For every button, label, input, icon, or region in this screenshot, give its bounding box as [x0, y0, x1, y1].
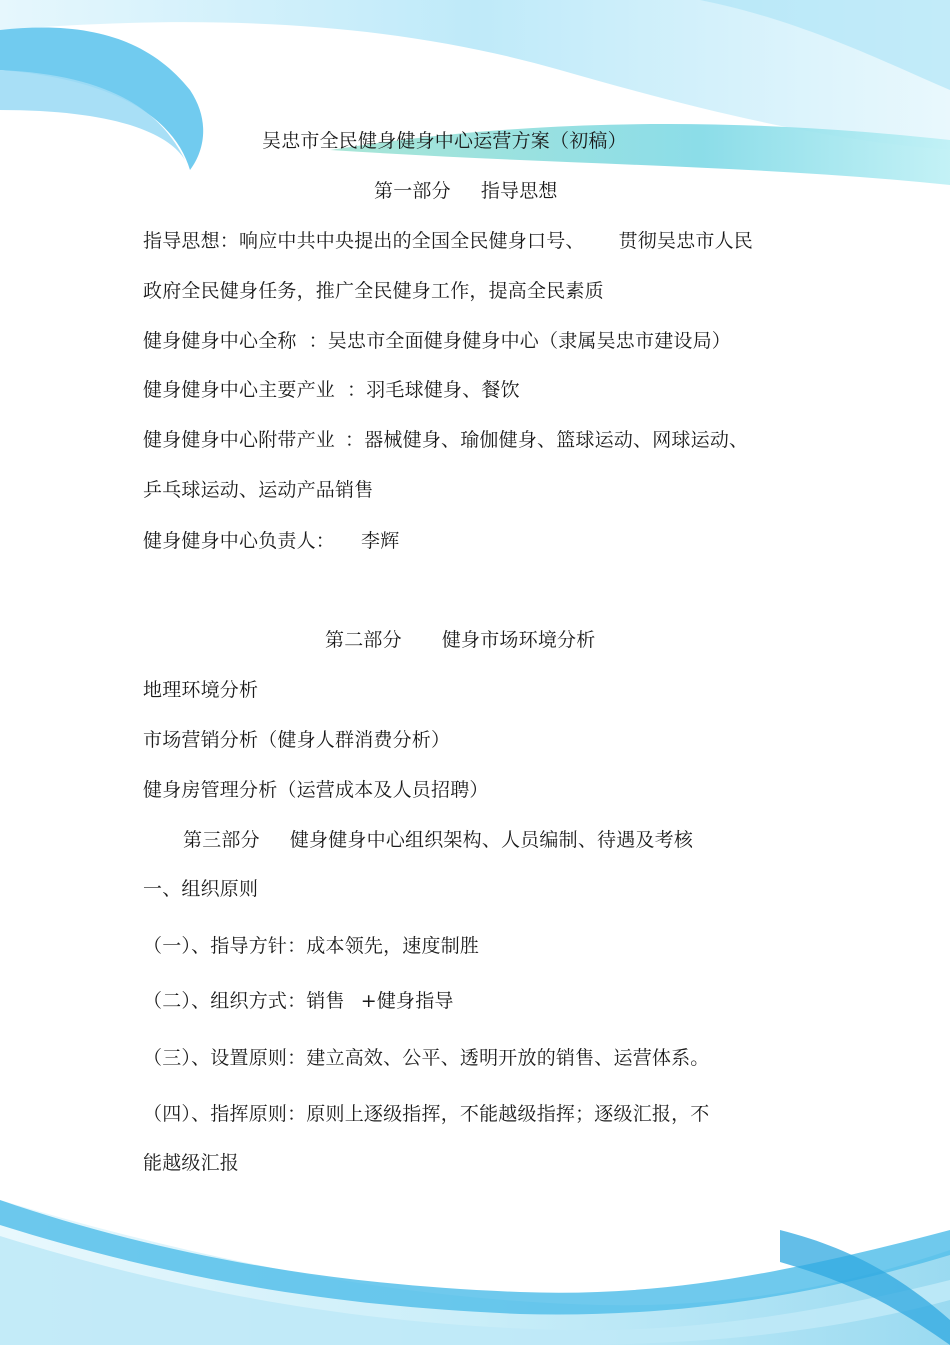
principle-organization [143, 989, 454, 1013]
principle-command-line1: （四）、指挥原则：原则上逐级指挥，不能越级指挥；逐级汇报，不 [143, 1103, 710, 1125]
part1-heading [374, 179, 558, 203]
guiding-thought-text-a: 指导思想：响应中共中央提出的全国全民健身口号、 [143, 230, 585, 252]
center-full-name [143, 329, 731, 353]
part1-title: 指导思想 [480, 180, 558, 202]
organization-text-a: （二）、组织方式：销售 [143, 990, 345, 1012]
part2-item: 地理环境分析 [143, 679, 259, 701]
guiding-thought-line1 [143, 229, 753, 253]
center-full-name-label: 健身健身中心全称 [143, 330, 297, 352]
guiding-thought-line2: 政府全民健身任务，推广全民健身工作，提高全民素质 [143, 280, 604, 302]
guiding-thought-text-b: 贯彻吴忠市人民 [618, 230, 754, 252]
section1-heading: 一、组织原则 [143, 878, 259, 900]
center-full-name-value: ：吴忠市全面健身健身中心（隶属吴忠市建设局） [308, 330, 732, 352]
part2-title: 健身市场环境分析 [441, 629, 596, 651]
part3-label: 第三部分 [183, 829, 260, 851]
part1-label: 第一部分 [374, 180, 451, 202]
side-industry-continuation: 乒乓球运动、运动产品销售 [143, 479, 374, 501]
main-industry-label: 健身健身中心主要产业 [143, 379, 336, 401]
principle-guideline: （一）、指导方针：成本领先，速度制胜 [143, 935, 480, 957]
part3-title: 健身健身中心组织架构、人员编制、待遇及考核 [289, 829, 694, 851]
principle-command-line2: 能越级汇报 [143, 1152, 240, 1174]
center-side-industry [143, 428, 748, 452]
part2-label: 第二部分 [325, 629, 402, 651]
document-title: 吴忠市全民健身健身中心运营方案（初稿） [262, 130, 627, 152]
part2-heading [325, 628, 595, 652]
part3-heading [183, 828, 693, 852]
center-leader [143, 529, 399, 553]
principle-setup: （三）、设置原则：建立高效、公平、透明开放的销售、运营体系。 [143, 1047, 710, 1069]
side-industry-label: 健身健身中心附带产业 [143, 429, 336, 451]
leader-name: 李辉 [361, 530, 400, 552]
organization-text-b: +健身指导 [360, 990, 454, 1012]
leader-label: 健身健身中心负责人： [143, 530, 336, 552]
side-industry-value: ：器械健身、瑜伽健身、篮球运动、网球运动、 [345, 429, 749, 451]
main-industry-value: ：羽毛球健身、餐饮 [347, 379, 520, 401]
part2-item: 健身房管理分析（运营成本及人员招聘） [143, 779, 489, 801]
center-main-industry [143, 378, 520, 402]
part2-item: 市场营销分析（健身人群消费分析） [143, 729, 451, 751]
